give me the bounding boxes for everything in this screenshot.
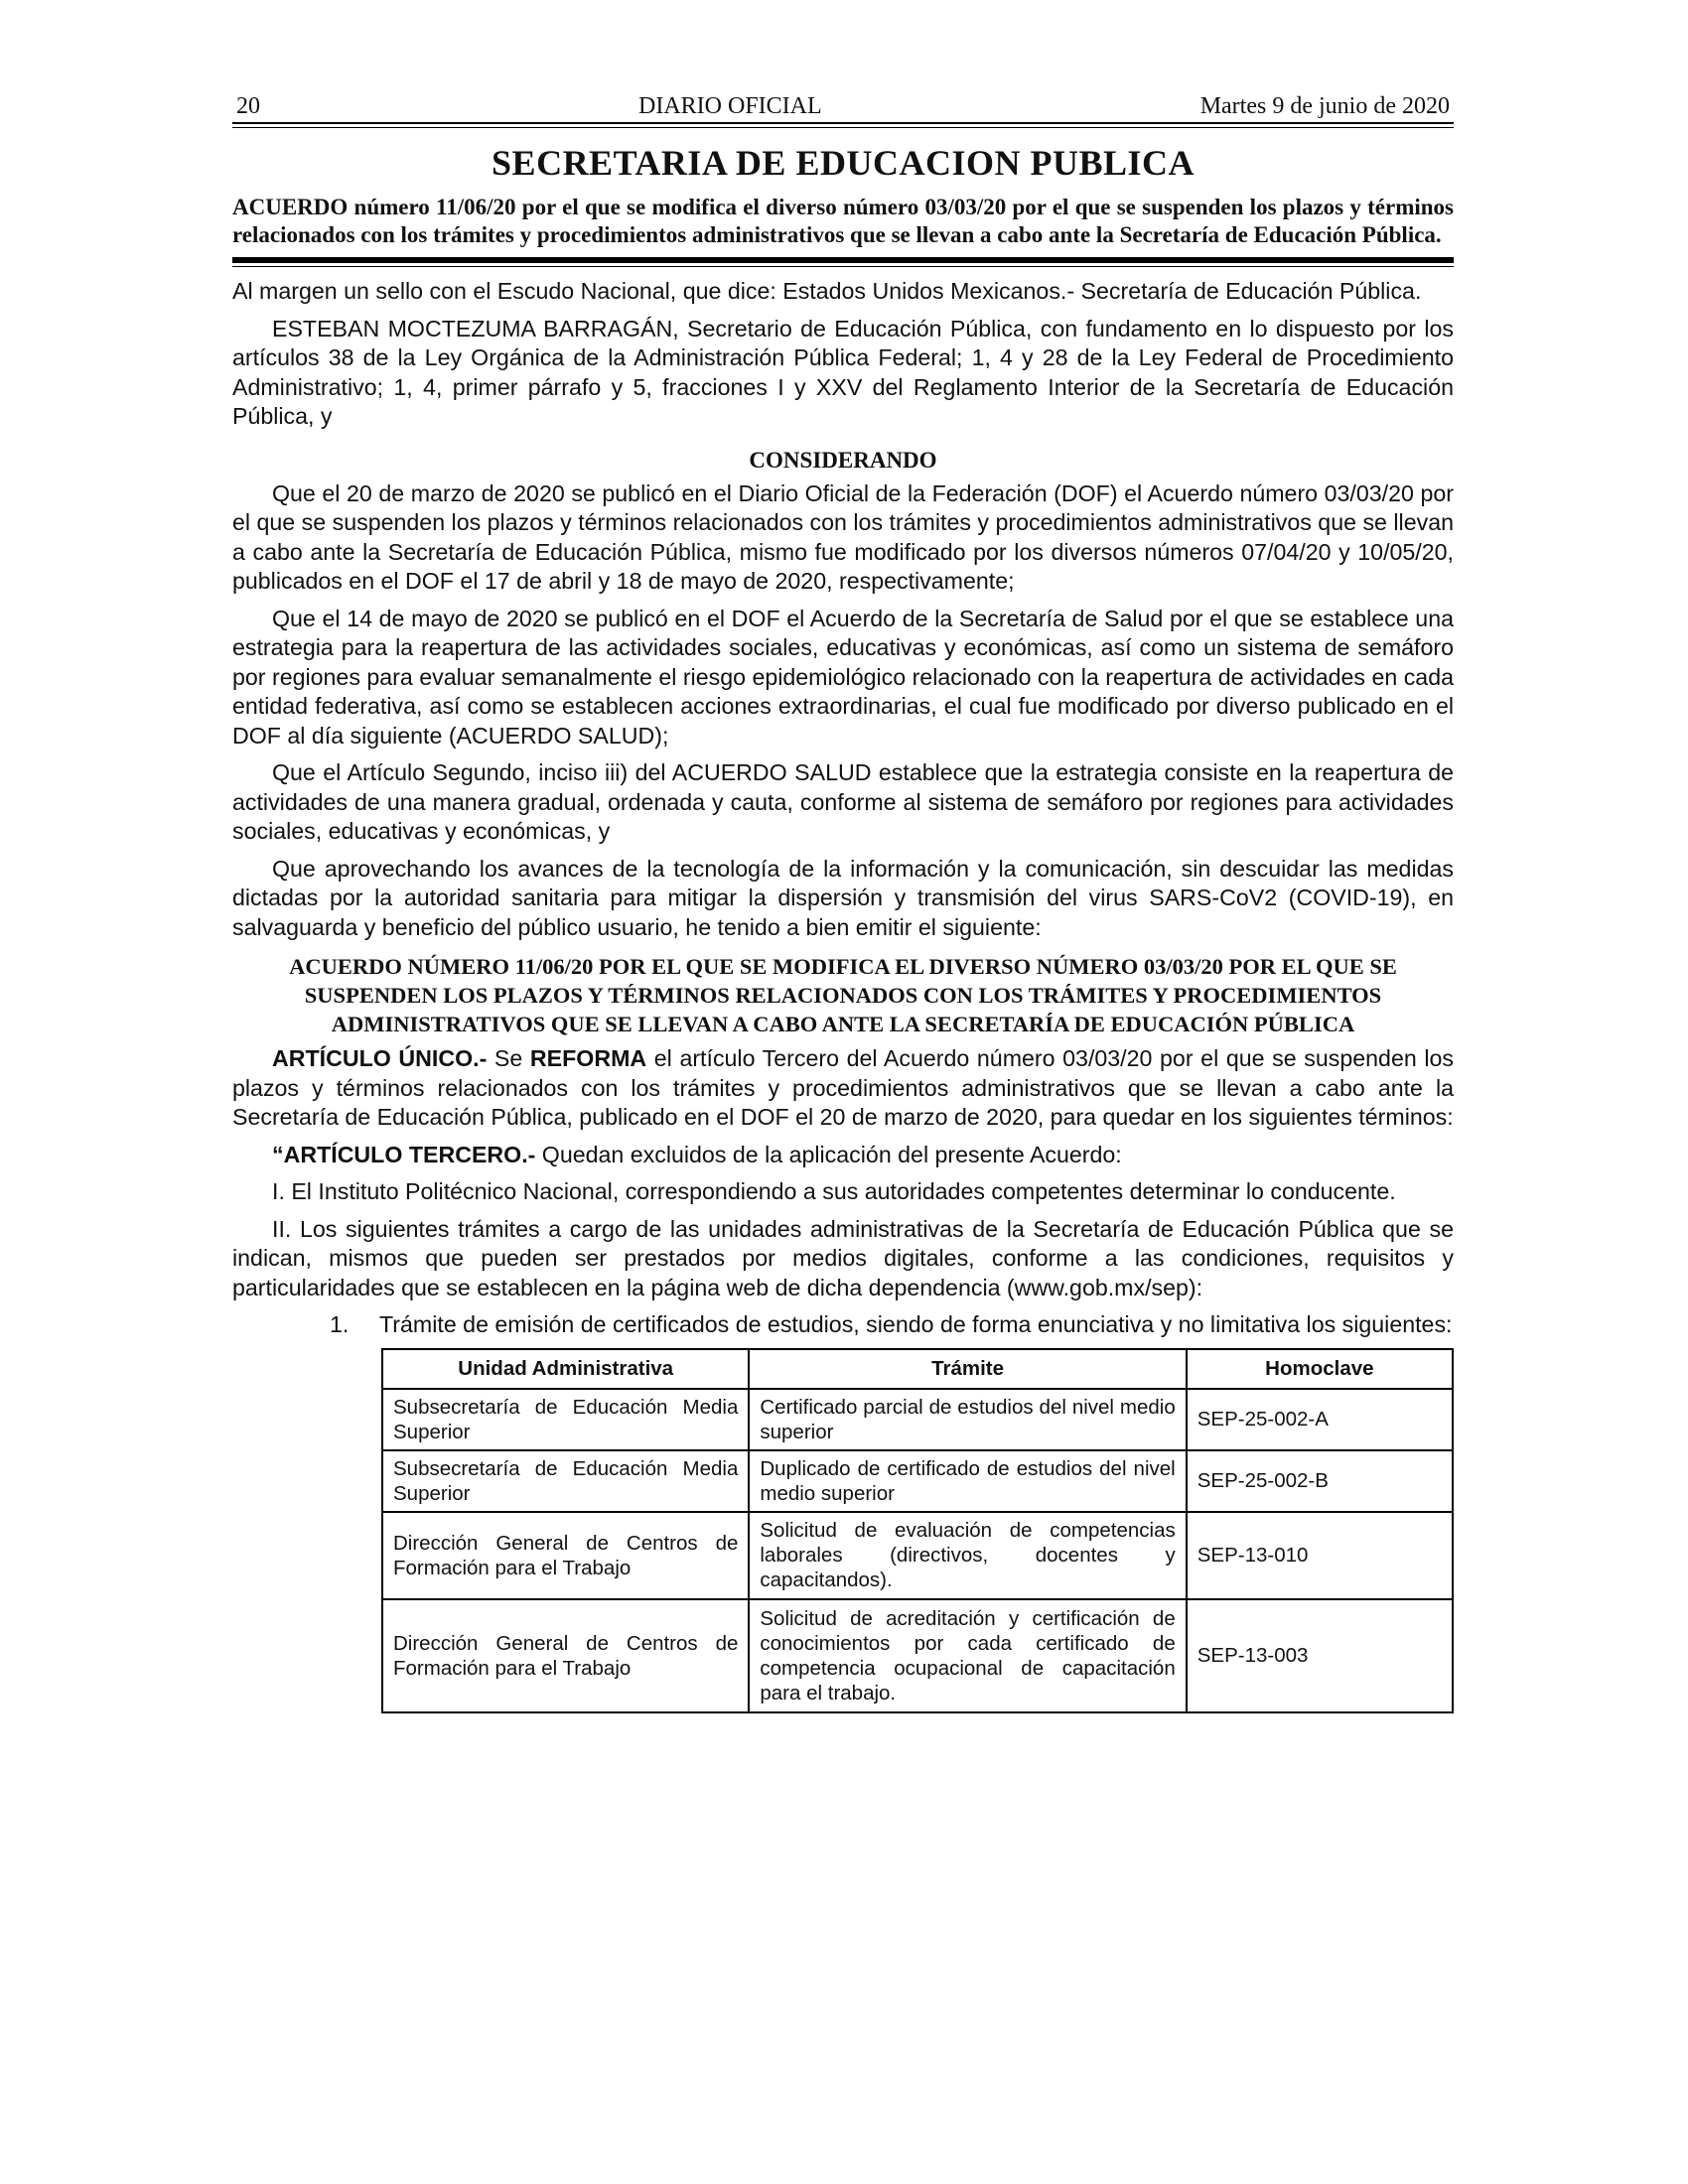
table-row (382, 1389, 1453, 1450)
page-number: 20 (236, 93, 260, 119)
articulo-tercero-text: Quedan excluidos de la aplicación del presente Acuerdo: (535, 1141, 1122, 1167)
articulo-unico (232, 1044, 1454, 1133)
considerando-heading: CONSIDERANDO (749, 447, 937, 473)
table-cell-tramite: Solicitud de evaluación de competencias laborales (directivos, docentes y capacitandos). (749, 1512, 1186, 1599)
considerando-paragraph: Que el 14 de mayo de 2020 se publicó en el DOF el Acuerdo de la Secretaría de Salud por el que se establece una estrategia para la reapertura de las actividades sociales, educativas y económicas, así como un sistema de semáforo por regiones para evaluar semanalmente el riesgo epidemiológico relacionado con la reapertura de actividades en cada entidad federativa, así como se establecen acciones extraordinarias, el cual fue modificado por diverso publicado en el DOF al día siguiente (ACUERDO SALUD); (232, 605, 1454, 749)
column-header-tramite: Trámite (749, 1349, 1186, 1389)
reforma-word: REFORMA (529, 1045, 647, 1071)
list-item (232, 1310, 1454, 1340)
publication-date: Martes 9 de junio de 2020 (1199, 93, 1450, 119)
table-cell-tramite: Solicitud de acreditación y certificación de conocimientos por cada certificado de competencia ocupacional de capacitación para el trabajo. (749, 1599, 1186, 1712)
considerando-paragraph: Que aprovechando los avances de la tecnología de la información y la comunicación, sin descuidar las medidas dictadas por la autoridad sanitaria para mitigar la dispersión y transmisión del virus SARS-CoV2 (COVID-19), en salvaguarda y beneficio del público usuario, he tenido a bien emitir el siguiente: (232, 855, 1454, 940)
table-cell-unidad: Dirección General de Centros de Formación para el Trabajo (382, 1599, 749, 1712)
table-header-row (382, 1349, 1453, 1389)
table-cell-tramite: Duplicado de certificado de estudios del nivel medio superior (749, 1450, 1186, 1512)
margin-note: Al margen un sello con el Escudo Nacional, que dice: Estados Unidos Mexicanos.- Secretaría de Educación Pública. (232, 278, 1422, 304)
list-item-text: Trámite de emisión de certificados de estudios, siendo de forma enunciativa y no limitativa los siguientes: (379, 1311, 1453, 1337)
fraccion-2: II. Los siguientes trámites a cargo de las unidades administrativas de la Secretaría de Educación Pública que se indican, mismos que pueden ser prestados por medios digitales, conforme a las condiciones, requisitos y particularidades que se establecen en la página web de dicha dependencia (www.gob.mx/sep): (232, 1215, 1454, 1300)
table-cell-unidad: Dirección General de Centros de Formación para el Trabajo (382, 1512, 749, 1599)
column-header-homoclave: Homoclave (1187, 1349, 1453, 1389)
tramites-table (381, 1348, 1454, 1713)
publication-name: DIARIO OFICIAL (638, 93, 822, 119)
table-row (382, 1450, 1453, 1512)
document-page (232, 93, 1454, 1713)
table-cell-tramite: Certificado parcial de estudios del nivel medio superior (749, 1389, 1186, 1450)
acuerdo-heading: ACUERDO NÚMERO 11/06/20 POR EL QUE SE MODIFICA EL DIVERSO NÚMERO 03/03/20 POR EL QUE SE SUSPENDEN LOS PLAZOS Y TÉRMINOS RELACIONADOS CON LOS TRÁMITES Y PROCEDIMIENTOS ADMINISTRATIVOS QUE SE LLEVAN A CABO ANTE LA SECRETARÍA DE EDUCACIÓN PÚBLICA (289, 954, 1397, 1036)
articulo-unico-se: Se (487, 1045, 530, 1071)
table-cell-homoclave: SEP-13-003 (1187, 1599, 1453, 1712)
table-row (382, 1599, 1453, 1712)
articulo-tercero (232, 1141, 1454, 1170)
articulo-unico-text: el artículo Tercero del Acuerdo número 03/03/20 por el que se suspenden los plazos y términos relacionados con los trámites y procedimientos administrativos que se llevan a cabo ante la Secretaría de Educación Pública, publicado en el DOF el 20 de marzo de 2020, para quedar en los siguientes términos: (232, 1045, 1455, 1130)
table-cell-homoclave: SEP-13-010 (1187, 1512, 1453, 1599)
column-header-unidad: Unidad Administrativa (382, 1349, 749, 1389)
header-rule (232, 122, 1454, 128)
articulo-unico-label: ARTÍCULO ÚNICO.- (272, 1045, 488, 1071)
page-header (232, 93, 1454, 122)
section-title: SECRETARIA DE EDUCACION PUBLICA (492, 143, 1195, 183)
considerando-paragraph: Que el Artículo Segundo, inciso iii) del ACUERDO SALUD establece que la estrategia consiste en la reapertura de actividades de una manera gradual, ordenada y cauta, conforme al sistema de semáforo por regiones para actividades sociales, educativas y económicas, y (232, 759, 1454, 844)
table-cell-homoclave: SEP-25-002-B (1187, 1450, 1453, 1512)
fraccion-1: I. El Instituto Politécnico Nacional, correspondiendo a sus autoridades competentes determinar lo conducente. (272, 1178, 1396, 1204)
articulo-tercero-label: “ARTÍCULO TERCERO.- (272, 1141, 536, 1167)
summary-rule (232, 257, 1454, 267)
acuerdo-summary: ACUERDO número 11/06/20 por el que se modifica el diverso número 03/03/20 por el que se suspenden los plazos y términos relacionados con los trámites y procedimientos administrativos que se llevan a cabo ante la Secretaría de Educación Pública. (232, 195, 1454, 247)
list-item-number: 1. (330, 1311, 350, 1337)
table-row (382, 1512, 1453, 1599)
table-cell-unidad: Subsecretaría de Educación Media Superior (382, 1389, 749, 1450)
considerando-paragraph: Que el 20 de marzo de 2020 se publicó en el Diario Oficial de la Federación (DOF) el Acuerdo número 03/03/20 por el que se suspenden los plazos y términos relacionados con los trámites y procedimientos administrativos que se llevan a cabo ante la Secretaría de Educación Pública, mismo fue modificado por los diversos números 07/04/20 y 10/05/20, publicados en el DOF el 17 de abril y 18 de mayo de 2020, respectivamente; (232, 479, 1454, 594)
table-cell-homoclave: SEP-25-002-A (1187, 1389, 1453, 1450)
table-cell-unidad: Subsecretaría de Educación Media Superior (382, 1450, 749, 1512)
preamble: ESTEBAN MOCTEZUMA BARRAGÁN, Secretario de Educación Pública, con fundamento en lo dispuesto por los artículos 38 de la Ley Orgánica de la Administración Pública Federal; 1, 4 y 28 de la Ley Federal de Procedimiento Administrativo; 1, 4, primer párrafo y 5, fracciones I y XXV del Reglamento Interior de la Secretaría de Educación Pública, y (232, 315, 1454, 429)
